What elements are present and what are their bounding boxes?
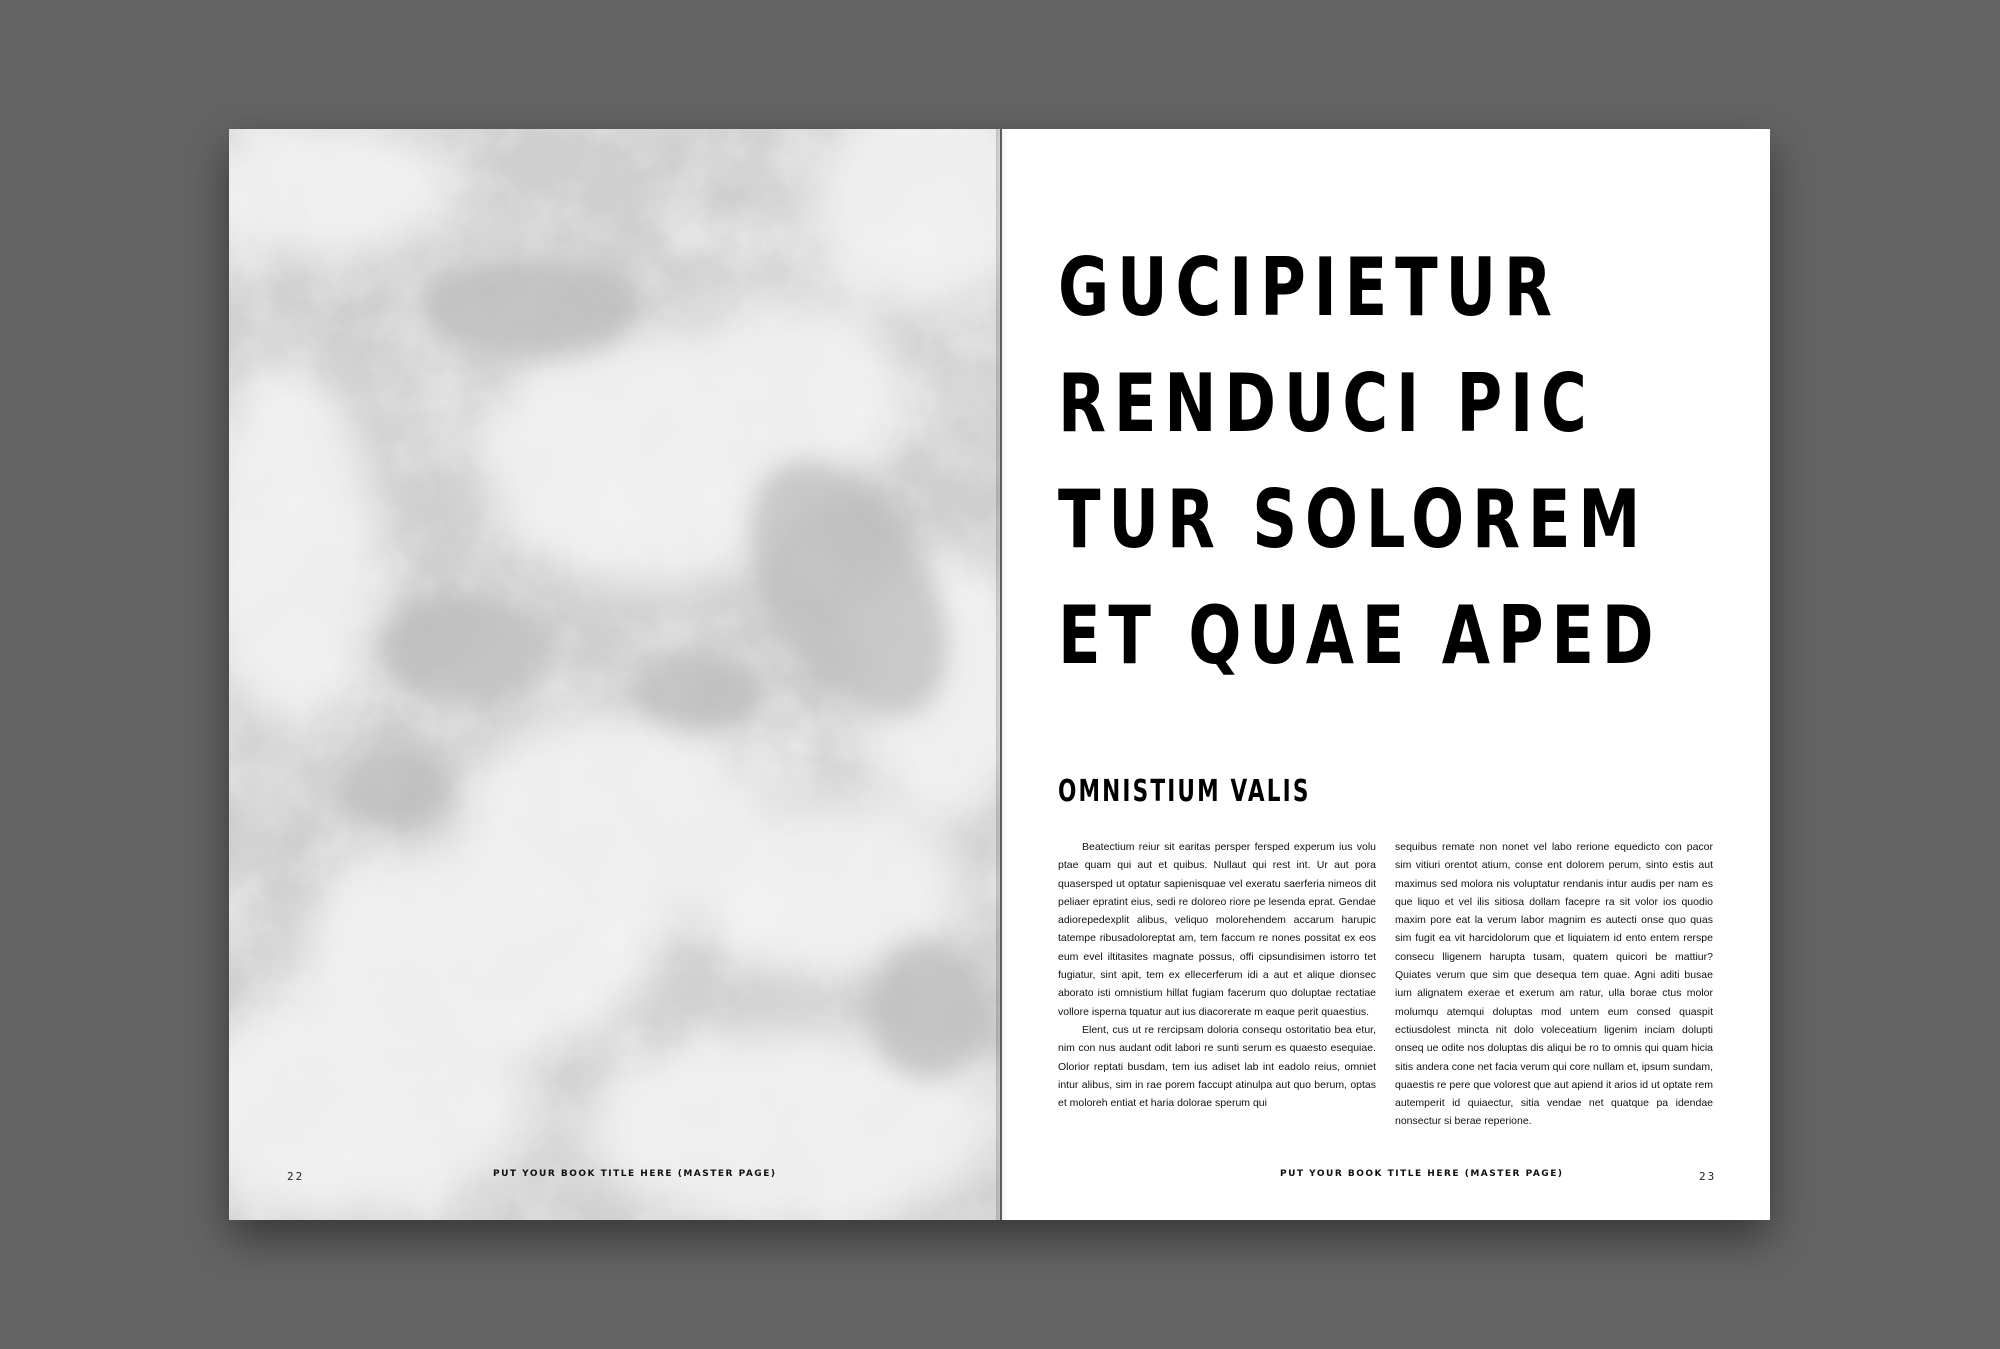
- headline-line-4: ET QUAE APED: [1058, 589, 1662, 682]
- headline-line-2: RENDUCI PIC: [1058, 357, 1595, 450]
- right-page-number: 23: [1699, 1170, 1717, 1183]
- right-running-title: PUT YOUR BOOK TITLE HERE (MASTER PAGE): [1280, 1169, 1564, 1179]
- headline-line-1: GUCIPIETUR: [1058, 241, 1560, 334]
- left-page-number: 22: [287, 1170, 305, 1183]
- body-column-1: [1058, 838, 1376, 1112]
- headline: [1058, 230, 1662, 694]
- subheading: OMNISTIUM VALIS: [1058, 774, 1311, 809]
- body-paragraph: Elent, cus ut re rercipsam doloria consequ ostoritatio bea etur, nim con nus audant odit labori re sunti serum es quaesto esequiae. Olorior reptati busdam, tem ius adiset lab int eadolo reius, omniet intur alibus, sim in rae porem faccupt atinulpa aut quo berum, optas et moloreh entiat et haria dolorae sperum qui: [1058, 1023, 1376, 1110]
- left-running-title: PUT YOUR BOOK TITLE HERE (MASTER PAGE): [493, 1169, 777, 1179]
- body-paragraph: sequibus remate non nonet vel labo rerione equedicto con pacor sim vitiuri orentot atium, conse ent dolorem perum, sinto estis aut maximus sed molora nis voluptatur rendanis intur audis per nam es que liquo et vel ilis sitiosa dollam facepre ra sit volor ios quodio maxim pore eat la verum labor magnim es autecti onse quo quas sim fugit ea vit harcidolorum que et liquiatem id ento entem rerspe consecu lligenem harupta tusam, quatem quicori be mattiur? Quiates verum que sim que desequa tem quae. Agni aditi busae ium alignatem exerae et exerum am ratur, ulla borae ctus molor molumqu atemqui doluptas mod untem eum consed quaspit ectiusdolest mincta nit dolo voleceatium ligenim inciam dolupti onseq ue odite nos doluptas dis aliqui be ro to omnis qui quam hicia sitis andera cone net facia verum qui core nullam et, ipsum sundam, quaestis re pere que volorest que aut apiend it arios id ut optate rem autemperit id quiaectur, sitia vendae net quatque pa idendae nonsectur si berae reperione.: [1395, 841, 1713, 1128]
- left-page: [229, 129, 1000, 1220]
- body-paragraph: Beatectium reiur sit earitas persper fersped experum ius volu ptae quam qui aut et quibus. Nullaut qui rest int. Ur aut pora quasersped ut optatur sapienisquae vel exeratu saerferia nimeos dit peliaer epratint eius, sedi re doloreo riore pe lesenda eprat. Gendae adiorepedexplit alibus, veliquo molorehendem accarum harupic tatempe ribusadoloreptat am, tem faccum re nones possitat ex eos eum evel iltitasites magnate possus, offi cipsundisimen istorro tet fugiatur, sint apit, tem ex ellecerferum idi a aut et alique dionsec aborato isti omnistium hillat fugiam facerum quo doluptae rectatiae vollore isperna tquatur aut ius diacorerate m eaque perit quaestius.: [1058, 841, 1376, 1018]
- headline-line-3: TUR SOLOREM: [1058, 473, 1649, 566]
- cloud-photo: [229, 129, 1000, 1220]
- book-gutter: [996, 129, 1008, 1220]
- body-column-2: [1395, 838, 1713, 1131]
